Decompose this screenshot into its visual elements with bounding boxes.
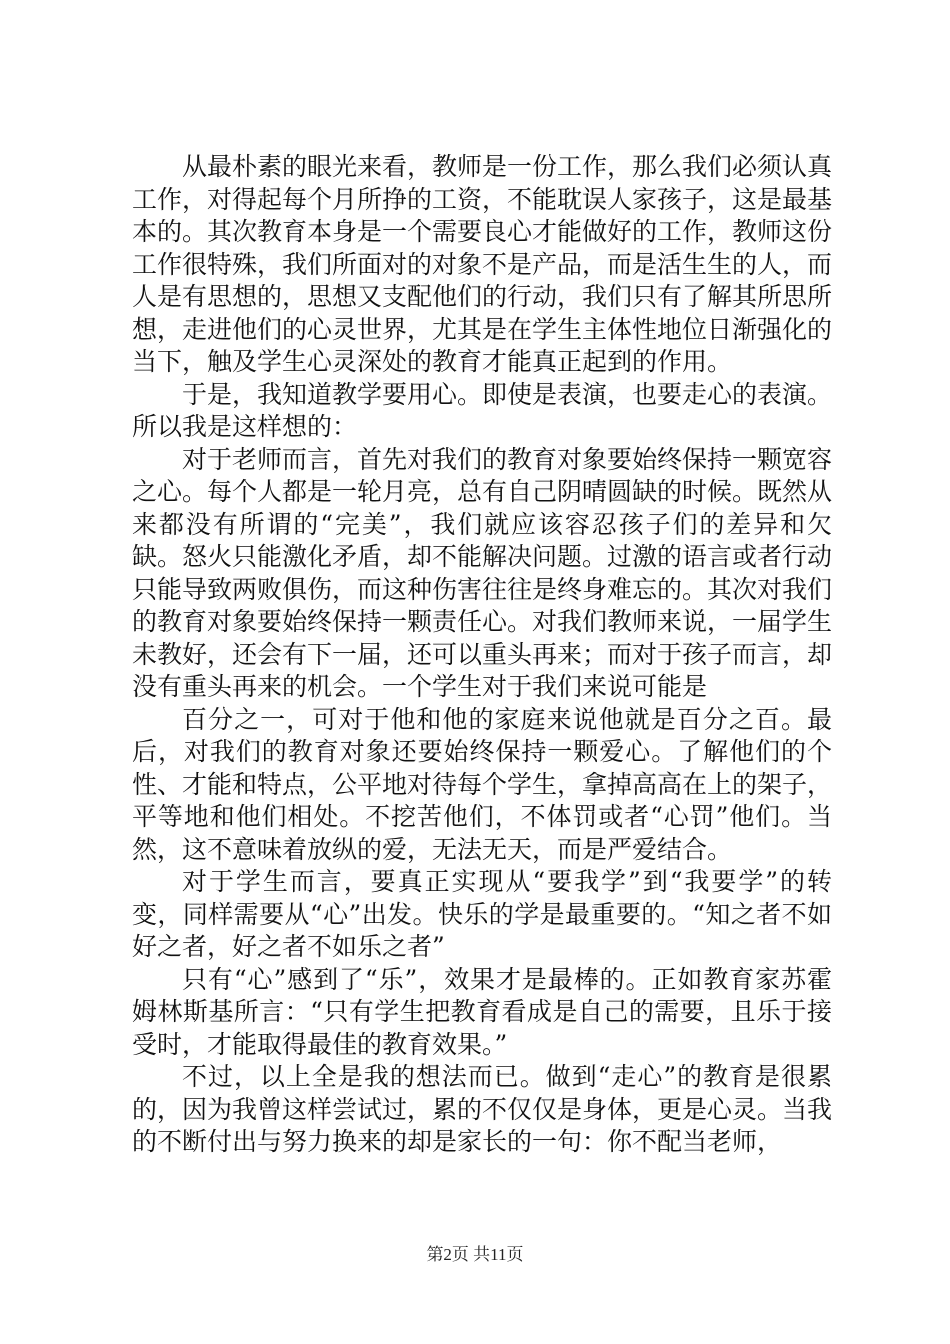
paragraph-4: 百分之一，可对于他和他的家庭来说他就是百分之百。最后，对我们的教育对象还要始终保持一颗爱心。了解他们的个性、才能和特点，公平地对待每个学生，拿掉高高在上的架子，平等地和他们相处。不挖苦他们，不体罚或者“心罚”他们。当然，这不意味着放纵的爱，无法无天，而是严爱结合。 [132,704,833,864]
paragraph-6: 只有“心”感到了“乐”，效果才是最棒的。正如教育家苏霍姆林斯基所言：“只有学生把教育看成是自己的需要，且乐于接受时，才能取得最佳的教育效果。” [132,964,832,1059]
page-number-footer: 第2页 共11页 [426,1245,524,1264]
paragraph-1: 从最朴素的眼光来看，教师是一份工作，那么我们必须认真工作，对得起每个月所挣的工资，不能耽误人家孩子，这是最基本的。其次教育本身是一个需要良心才能做好的工作，教师这份工作很特殊，我们所面对的对象不是产品，而是活生生的人，而人是有思想的，思想又支配他们的行动，我们只有了解其所思所想，走进他们的心灵世界，尤其是在学生主体性地位日渐强化的当下，触及学生心灵深处的教育才能真正起到的作用。 [132,152,833,376]
paragraph-7: 不过，以上全是我的想法而已。做到“走心”的教育是很累的，因为我曾这样尝试过，累的不仅仅是身体，更是心灵。当我的不断付出与努力换来的却是家长的一句：你不配当老师， [132,1062,833,1156]
document-body [132,151,832,1159]
paragraph-5: 对于学生而言，要真正实现从“要我学”到“我要学”的转变，同样需要从“心”出发。快乐的学是最重要的。“知之者不如好之者，好之者不如乐之者” [132,867,832,961]
paragraph-3: 对于老师而言，首先对我们的教育对象要始终保持一颗宽容之心。每个人都是一轮月亮，总有自己阴晴圆缺的时候。既然从来都没有所谓的“完美”，我们就应该容忍孩子们的差异和欠缺。怒火只能激化矛盾，却不能解决问题。过激的语言或者行动只能导致两败俱伤，而这种伤害往往是终身难忘的。其次对我们的教育对象要始终保持一颗责任心。对我们教师来说，一届学生未教好，还会有下一届，还可以重头再来；而对于孩子而言，却没有重头再来的机会。一个学生对于我们来说可能是 [132,444,833,701]
paragraph-2: 于是，我知道教学要用心。即使是表演，也要走心的表演。所以我是这样想的： [132,379,833,441]
